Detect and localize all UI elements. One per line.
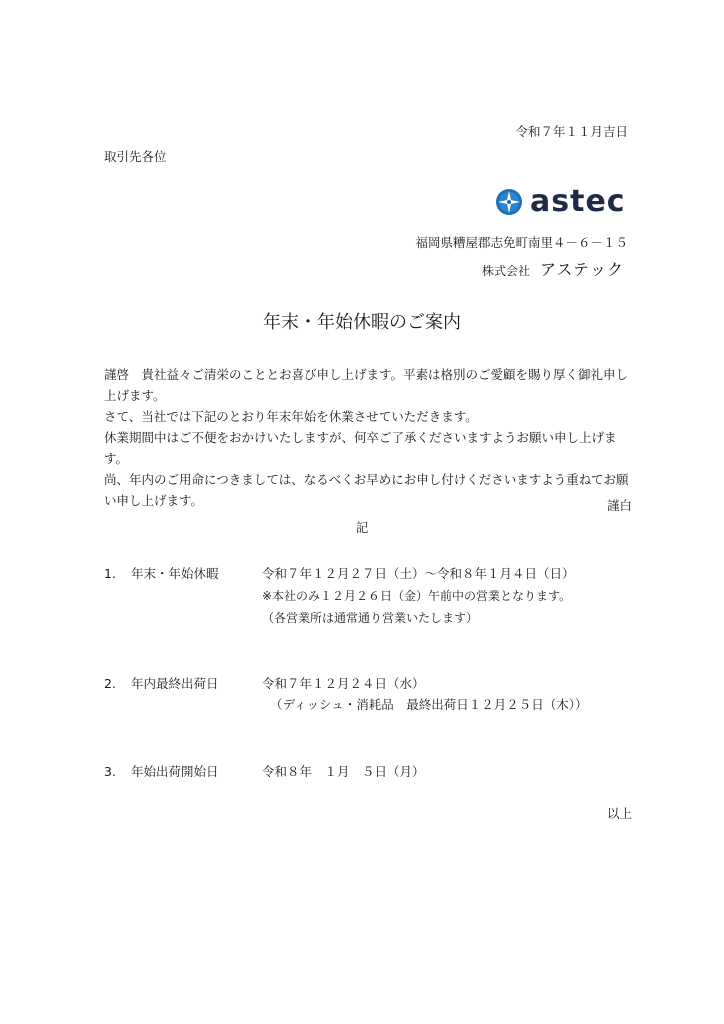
letter-body: [104, 364, 640, 511]
item-note: （ディッシュ・消耗品 最終出荷日１２月２５日（木））: [270, 697, 588, 712]
end-mark: 以上: [606, 806, 632, 821]
closing-word: 謹白: [606, 498, 632, 513]
item-note: （各営業所は通常通り営業いたします）: [262, 611, 479, 625]
document-date: 令和７年１１月吉日: [515, 124, 628, 139]
company-type: 株式会社: [481, 264, 530, 278]
body-paragraph: 休業期間中はご不便をおかけいたしますが、何卒ご了承くださいますようお願い申し上げます。: [104, 430, 617, 466]
logo-wordmark: astec: [530, 184, 626, 219]
body-paragraph: 謹啓 貴社益々ご清栄のこととお喜び申し上げます。平素は格別のご愛顧を賜り厚く御礼申し上げます。: [104, 367, 629, 403]
item-label: 年末・年始休暇: [131, 566, 219, 581]
company-logo: [496, 184, 626, 219]
body-paragraph: さて、当社では下記のとおり年末年始を休業させていただきます。: [104, 409, 478, 424]
item-note: ※本社のみ１２月２６日（金）午前中の営業となります。: [262, 589, 572, 603]
item-label: 年内最終出荷日: [131, 676, 219, 691]
item-value: 令和７年１２月２４日（水）: [262, 676, 425, 691]
item-value: 令和７年１２月２７日（土）～令和８年１月４日（日）: [262, 566, 575, 581]
document-title: 年末・年始休暇のご案内: [263, 312, 461, 333]
ki-heading: 記: [355, 520, 369, 535]
company-name-line: [482, 257, 624, 280]
item-number: 3.: [104, 764, 116, 779]
company-address: 福岡県糟屋郡志免町南里４－６－１５: [415, 235, 628, 250]
recipient: 取引先各位: [104, 149, 167, 164]
item-number: 2.: [104, 676, 116, 691]
company-name: アステック: [539, 260, 624, 279]
item-value: 令和８年 １月 ５日（月）: [262, 764, 425, 779]
astec-logo-icon: [496, 189, 522, 215]
item-number: 1.: [104, 566, 116, 581]
item-label: 年始出荷開始日: [131, 764, 219, 779]
body-paragraph: 尚、年内のご用命につきましては、なるべくお早めにお申し付けくださいますよう重ねてお願い申し上げます。: [104, 472, 629, 508]
